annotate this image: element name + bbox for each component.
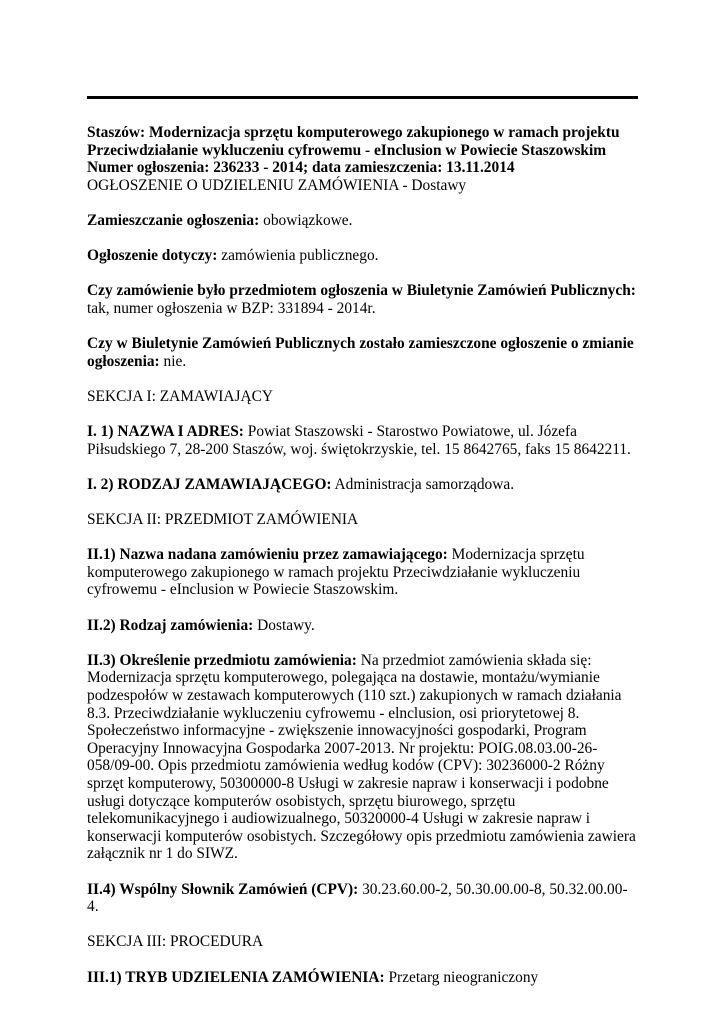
field-label: II.2) Rodzaj zamówienia: [87,616,254,634]
document-page [87,96,639,1004]
section-2-heading: SEKCJA II: PRZEDMIOT ZAMÓWIENIA [87,511,359,529]
field-cpv [87,881,639,916]
field-order-name [87,546,639,599]
field-publication [87,212,639,230]
field-concerns [87,247,639,265]
field-value: Administracja samorządowa. [334,475,515,493]
field-contracting-type [87,476,639,494]
notice-header [87,124,639,194]
notice-title: Staszów: Modernizacja sprzętu komputerowego zakupionego w ramach projektu Przeciwdziałanie wykluczeniu cyfrowemu - eInclusion w Powiecie Staszowskim [87,124,620,159]
notice-type: OGŁOSZENIE O UDZIELENIU ZAMÓWIENIA - Dostawy [87,176,467,194]
field-label: II.1) Nazwa nadana zamówieniu przez zamawiającego: [87,546,448,564]
field-label: I. 1) NAZWA I ADRES: [87,423,244,441]
field-value: nie. [163,352,187,370]
field-label: II.4) Wspólny Słownik Zamówień (CPV): [87,880,359,898]
notice-number: Numer ogłoszenia: 236233 - 2014; data zamieszczenia: 13.11.2014 [87,159,515,177]
field-label: II.3) Określenie przedmiotu zamówienia: [87,651,357,669]
field-label: Ogłoszenie dotyczy: [87,247,218,265]
field-label: I. 2) RODZAJ ZAMAWIAJĄCEGO: [87,475,332,493]
field-value: Dostawy. [257,616,315,634]
section-3-heading: SEKCJA III: PROCEDURA [87,933,264,951]
field-value: Powiat Staszowski - Starostwo Powiatowe, ul. Józefa Piłsudskiego 7, 28-200 Staszów, woj. świętokrzyskie, tel. 15 8642765, faks 15 8642211. [87,423,631,458]
field-change [87,335,639,370]
field-value: Przetarg nieograniczony [388,968,539,986]
field-order-scope [87,652,639,863]
field-value: tak, numer ogłoszenia w BZP: 331894 - 2014r. [87,299,376,317]
field-label: Czy zamówienie było przedmiotem ogłoszenia w Biuletynie Zamówień Publicznych: [87,282,636,300]
field-name-address [87,423,639,458]
field-value: obowiązkowe. [263,211,353,229]
field-order-kind [87,617,639,635]
field-label: III.1) TRYB UDZIELENIA ZAMÓWIENIA: [87,968,385,986]
field-label: Zamieszczanie ogłoszenia: [87,211,260,229]
field-value: zamówienia publicznego. [221,247,379,265]
section-1-heading: SEKCJA I: ZAMAWIAJĄCY [87,387,274,405]
field-value: Modernizacja sprzętu komputerowego zakupionego w ramach projektu Przeciwdziałanie wykluczeniu cyfrowemu - eInclusion w Powiecie Staszowskim. [87,546,585,599]
top-rule [87,96,638,99]
field-label: Czy w Biuletynie Zamówień Publicznych zostało zamieszczone ogłoszenie o zmianie ogłoszenia: [87,335,634,370]
field-value: Na przedmiot zamówienia składa się: Modernizacja sprzętu komputerowego, polegająca na dostawie, montażu/wymianie podzespołów w zestawach komputerowych (110 szt.) zakupionych w ramach działania 8.3. Przeciwdziałanie wykluczeniu cyfrowemu - elnclusion, osi priorytetowej 8. Społeczeństwo informacyjne - zwiększenie innowacyjności gospodarki, Program Operacyjny Innowacyjna Gospodarka 2007-2013. Nr projektu: POIG.08.03.00-26-058/09-00. Opis przedmiotu zamówienia według kodów (CPV): 30236000-2 Różny sprzęt komputerowy, 50300000-8 Usługi w zakresie napraw i konserwacji i podobne usługi dotyczące komputerów osobistych, sprzętu biurowego, sprzętu telekomunikacyjnego i audiowizualnego, 50320000-4 Usługi w zakresie napraw i konserwacji komputerów osobistych. Szczegółowy opis przedmiotu zamówienia zawiera załącznik nr 1 do SIWZ. [87,651,636,863]
field-procedure [87,969,639,987]
field-bzp [87,282,639,317]
field-value: 30.23.60.00-2, 50.30.00.00-8, 50.32.00.00-4. [87,880,628,916]
